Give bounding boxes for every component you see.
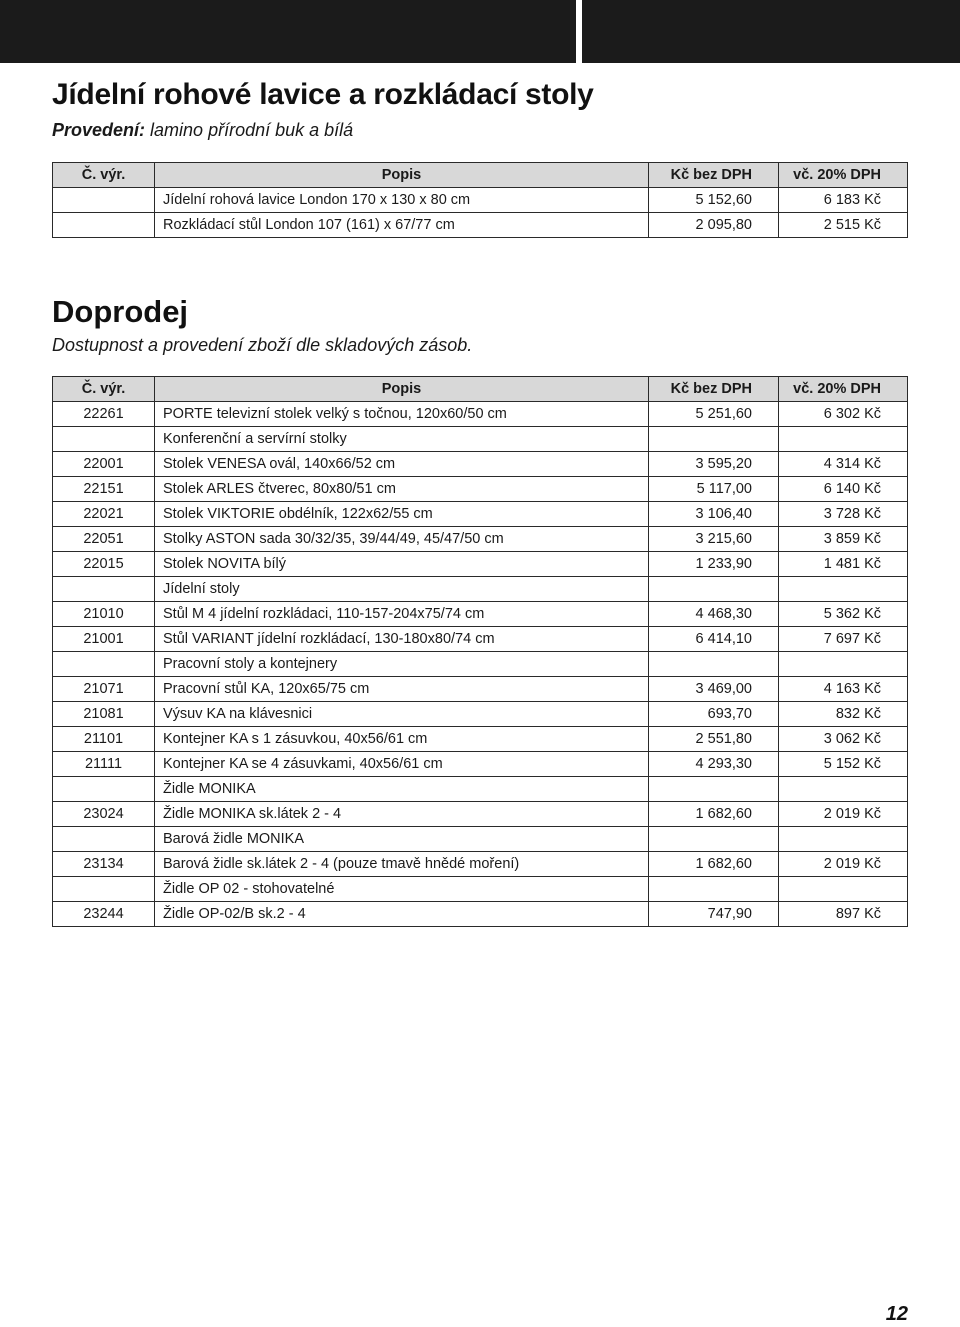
header-price-gross: vč. 20% DPH [779,163,908,188]
price-table-clearance [52,376,908,927]
cell-price-gross: 2 515 Kč [779,213,908,238]
section-subtitle-availability: Dostupnost a provedení zboží dle skladových zásob. [52,335,473,355]
cell-price-gross: 6 183 Kč [779,188,908,213]
table-row [53,452,908,477]
cell-description: Stůl M 4 jídelní rozkládaci, 110-157-204x75/74 cm [155,602,649,627]
table-row [53,577,908,602]
table-row [53,852,908,877]
table-row [53,752,908,777]
cell-price-gross: 7 697 Kč [779,627,908,652]
cell-code: 21111 [53,752,155,777]
table-row [53,727,908,752]
cell-price-net [649,777,779,802]
cell-code: 21071 [53,677,155,702]
cell-description: Židle OP-02/B sk.2 - 4 [155,902,649,927]
cell-price-net: 1 682,60 [649,802,779,827]
table-row [53,188,908,213]
page-number: 12 [885,1303,908,1325]
cell-code: 22051 [53,527,155,552]
cell-description: Pracovní stůl KA, 120x65/75 cm [155,677,649,702]
cell-code [53,652,155,677]
cell-description: Pracovní stoly a kontejnery [155,652,649,677]
cell-code: 21081 [53,702,155,727]
cell-description: Výsuv KA na klávesnici [155,702,649,727]
cell-description: Stolek VIKTORIE obdélník, 122x62/55 cm [155,502,649,527]
cell-description: Barová židle sk.látek 2 - 4 (pouze tmavě hnědé moření) [155,852,649,877]
price-table-benches [52,162,908,238]
cell-price-gross: 4 314 Kč [779,452,908,477]
cell-code: 22261 [53,402,155,427]
cell-code [53,188,155,213]
table-row [53,477,908,502]
table-row [53,877,908,902]
table-row [53,527,908,552]
cell-code: 21010 [53,602,155,627]
cell-price-gross: 1 481 Kč [779,552,908,577]
cell-description: Barová židle MONIKA [155,827,649,852]
header-code: Č. výr. [53,163,155,188]
table-row [53,902,908,927]
cell-price-net [649,877,779,902]
cell-description: Židle MONIKA sk.látek 2 - 4 [155,802,649,827]
cell-price-net: 3 215,60 [649,527,779,552]
table-header-row [53,163,908,188]
cell-price-net: 747,90 [649,902,779,927]
cell-code [53,777,155,802]
section-title-benches: Jídelní rohové lavice a rozkládací stoly [52,78,594,111]
table-row [53,502,908,527]
cell-price-net: 4 293,30 [649,752,779,777]
cell-description: Stůl VARIANT jídelní rozkládací, 130-180x80/74 cm [155,627,649,652]
cell-description: Konferenční a servírní stolky [155,427,649,452]
cell-price-net: 3 106,40 [649,502,779,527]
cell-code: 23134 [53,852,155,877]
cell-price-net: 5 117,00 [649,477,779,502]
cell-code: 22151 [53,477,155,502]
section-title-clearance: Doprodej [52,294,189,329]
cell-code [53,827,155,852]
table-row [53,777,908,802]
table-row [53,427,908,452]
cell-code: 22021 [53,502,155,527]
section-subtitle-finish [52,120,353,141]
table-row [53,213,908,238]
cell-code: 22001 [53,452,155,477]
cell-description: Kontejner KA s 1 zásuvkou, 40x56/61 cm [155,727,649,752]
cell-description: Kontejner KA se 4 zásuvkami, 40x56/61 cm [155,752,649,777]
header-price-net: Kč bez DPH [649,163,779,188]
cell-code [53,877,155,902]
finish-label: Provedení: [52,120,146,140]
cell-price-net [649,427,779,452]
cell-price-net: 5 152,60 [649,188,779,213]
cell-description: Židle OP 02 - stohovatelné [155,877,649,902]
table-row [53,802,908,827]
table-row [53,827,908,852]
cell-price-net: 6 414,10 [649,627,779,652]
cell-price-gross: 832 Kč [779,702,908,727]
cell-code: 22015 [53,552,155,577]
table-row [53,552,908,577]
header-code: Č. výr. [53,377,155,402]
header-bar-left [0,0,576,63]
table-row [53,702,908,727]
cell-price-gross [779,577,908,602]
cell-description: Jídelní stoly [155,577,649,602]
table-row [53,402,908,427]
cell-description: Stolek NOVITA bílý [155,552,649,577]
cell-price-net: 1 682,60 [649,852,779,877]
table-row [53,677,908,702]
cell-price-gross: 2 019 Kč [779,852,908,877]
cell-price-gross: 5 152 Kč [779,752,908,777]
cell-price-gross: 3 859 Kč [779,527,908,552]
cell-code [53,213,155,238]
cell-description: Jídelní rohová lavice London 170 x 130 x 80 cm [155,188,649,213]
cell-price-gross: 2 019 Kč [779,802,908,827]
cell-description: Stolek VENESA ovál, 140x66/52 cm [155,452,649,477]
cell-price-gross: 6 140 Kč [779,477,908,502]
cell-price-net [649,827,779,852]
header-price-net: Kč bez DPH [649,377,779,402]
table-row [53,652,908,677]
header-description: Popis [155,163,649,188]
table-header-row [53,377,908,402]
cell-price-net: 2 095,80 [649,213,779,238]
cell-description: Rozkládací stůl London 107 (161) x 67/77 cm [155,213,649,238]
table-row [53,602,908,627]
cell-description: Stolky ASTON sada 30/32/35, 39/44/49, 45/47/50 cm [155,527,649,552]
cell-price-gross: 3 728 Kč [779,502,908,527]
cell-code [53,577,155,602]
cell-price-net: 5 251,60 [649,402,779,427]
cell-code: 23024 [53,802,155,827]
finish-value: lamino přírodní buk a bílá [150,120,354,140]
header-price-gross: vč. 20% DPH [779,377,908,402]
cell-price-gross: 6 302 Kč [779,402,908,427]
cell-code [53,427,155,452]
cell-price-net: 1 233,90 [649,552,779,577]
cell-price-net: 4 468,30 [649,602,779,627]
cell-price-net: 3 469,00 [649,677,779,702]
cell-code: 23244 [53,902,155,927]
cell-price-net: 693,70 [649,702,779,727]
cell-description: Židle MONIKA [155,777,649,802]
cell-description: PORTE televizní stolek velký s točnou, 120x60/50 cm [155,402,649,427]
cell-price-net [649,577,779,602]
header-bar-right [582,0,960,63]
cell-price-gross [779,427,908,452]
cell-code: 21001 [53,627,155,652]
cell-price-gross [779,827,908,852]
cell-price-net: 2 551,80 [649,727,779,752]
cell-price-net: 3 595,20 [649,452,779,477]
cell-price-net [649,652,779,677]
cell-price-gross [779,877,908,902]
cell-price-gross [779,652,908,677]
cell-price-gross [779,777,908,802]
table-row [53,627,908,652]
cell-price-gross: 897 Kč [779,902,908,927]
cell-code: 21101 [53,727,155,752]
cell-price-gross: 4 163 Kč [779,677,908,702]
header-description: Popis [155,377,649,402]
cell-price-gross: 5 362 Kč [779,602,908,627]
cell-price-gross: 3 062 Kč [779,727,908,752]
cell-description: Stolek ARLES čtverec, 80x80/51 cm [155,477,649,502]
